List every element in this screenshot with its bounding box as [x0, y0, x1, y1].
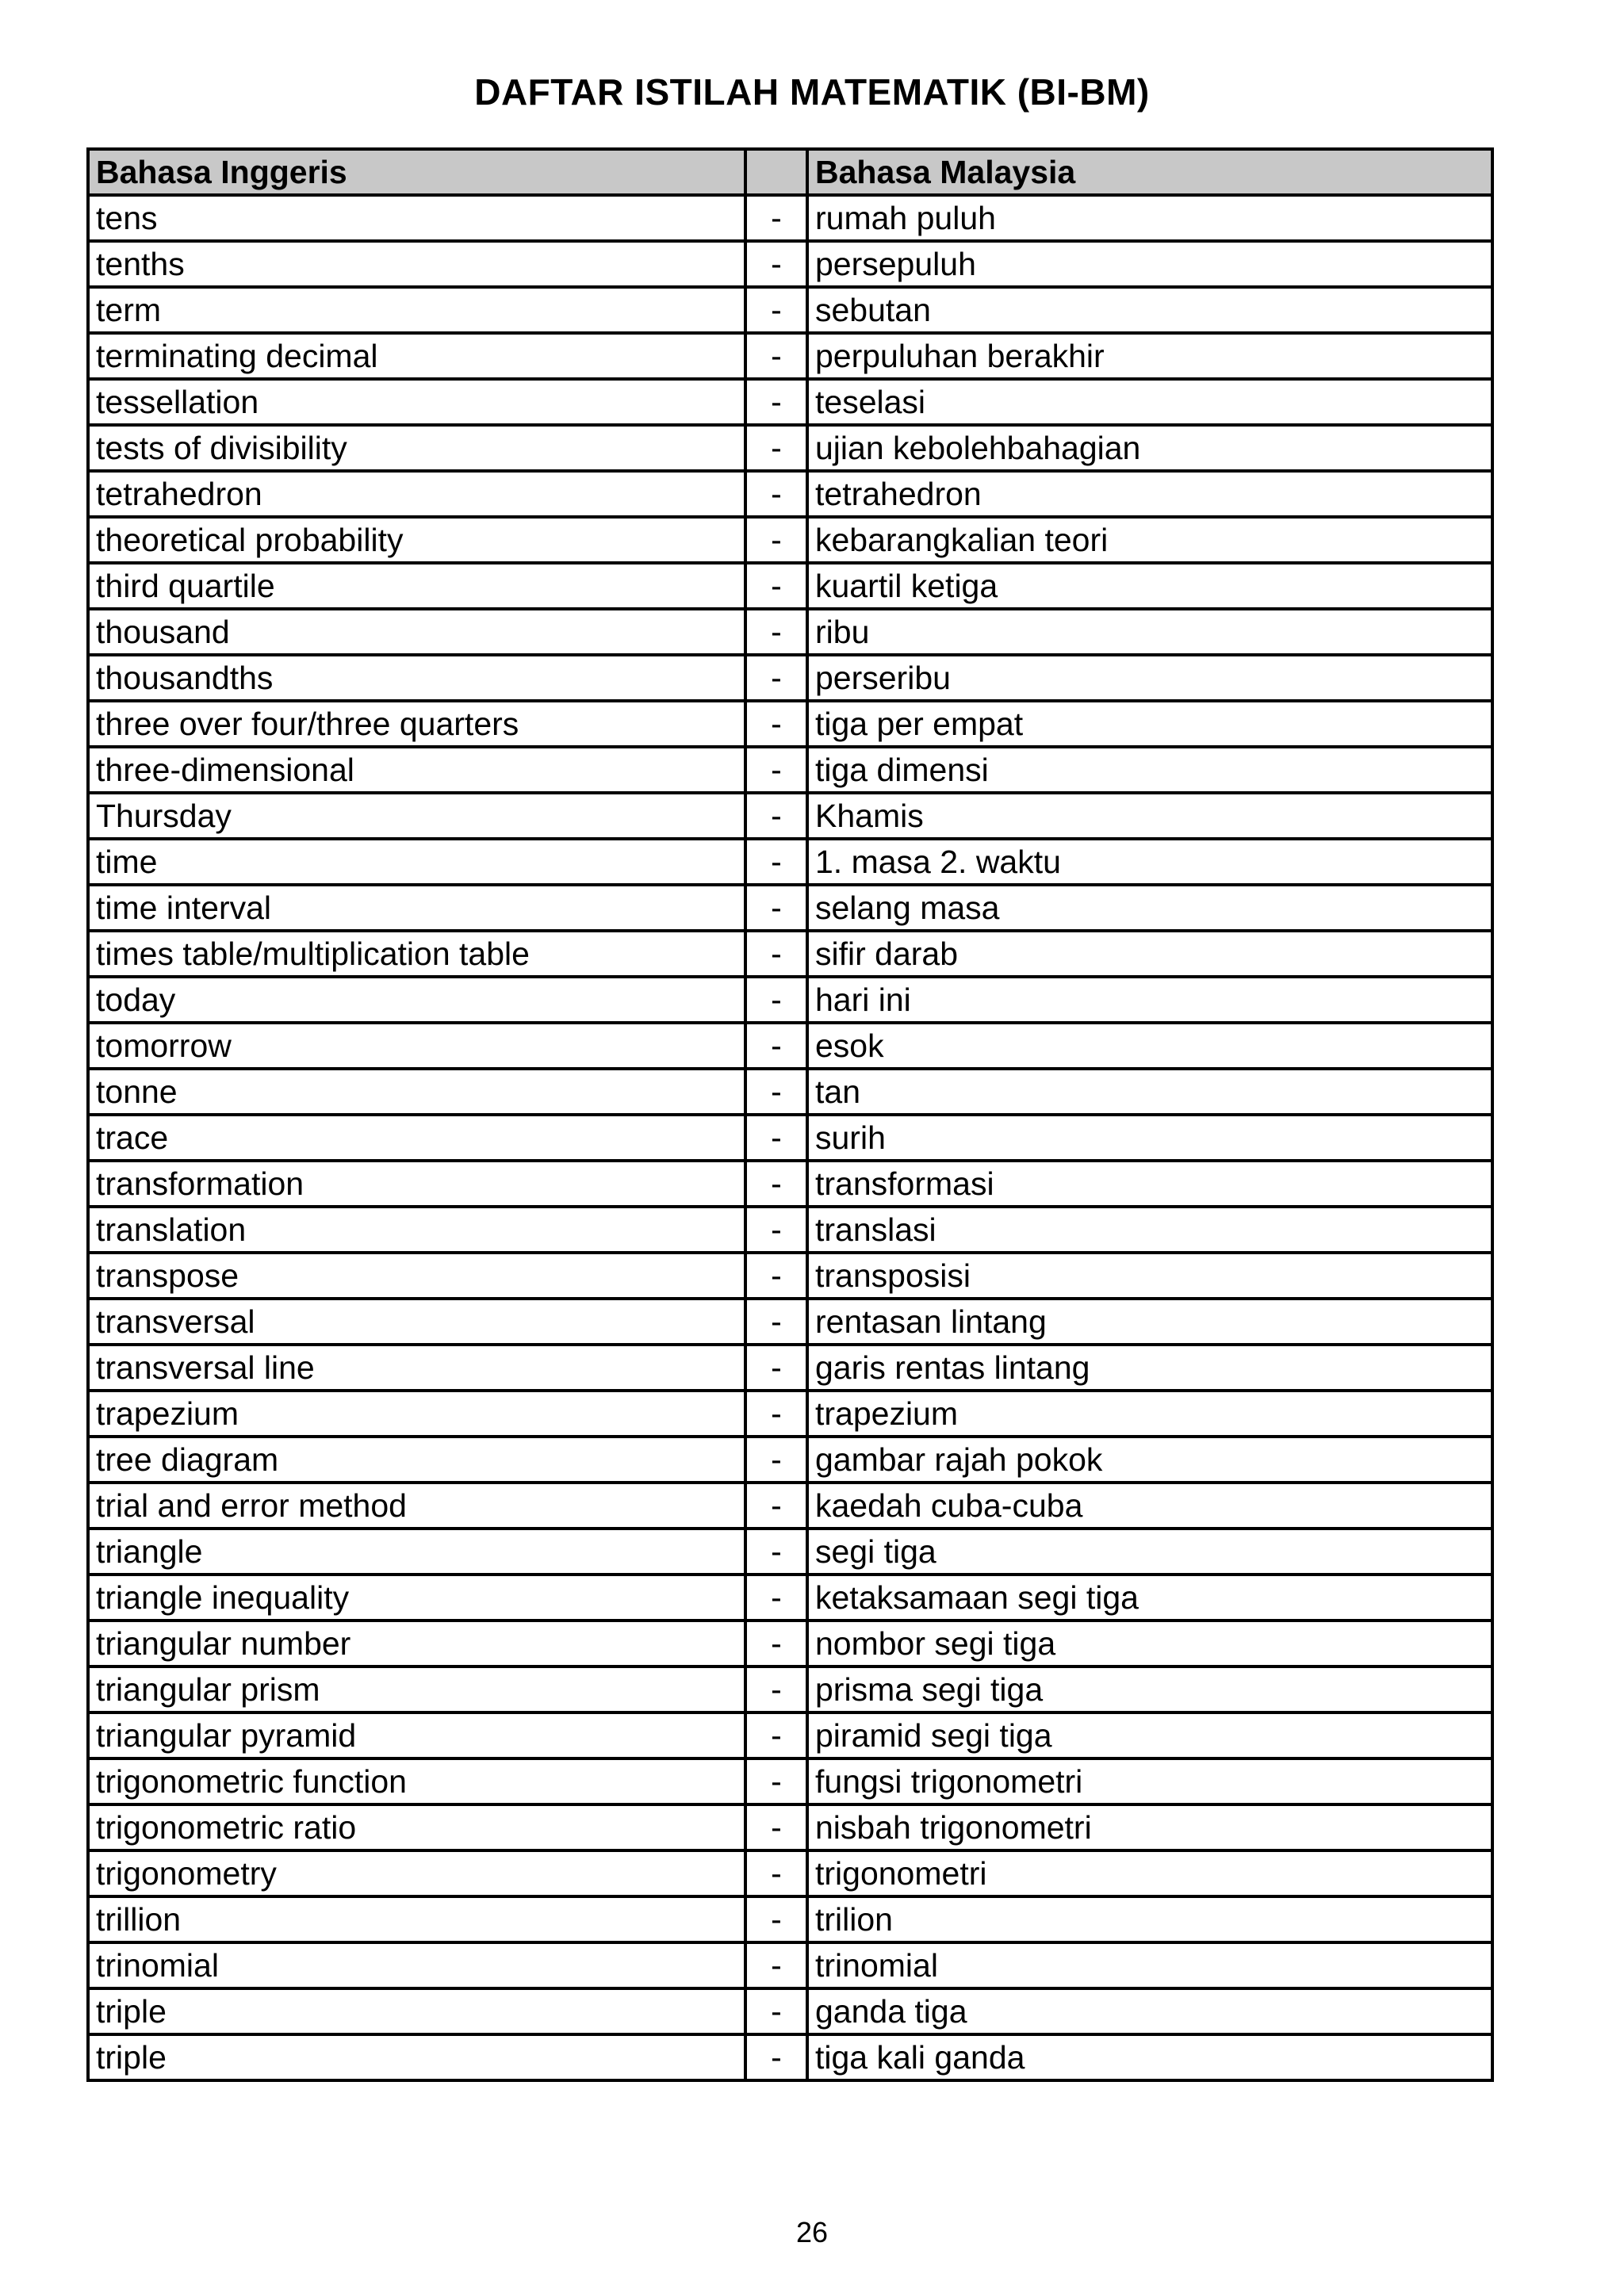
english-term: terminating decimal: [88, 333, 745, 379]
page-number: 26: [795, 2216, 829, 2248]
malay-term: ribu: [807, 609, 1492, 655]
separator-dash: -: [745, 1850, 807, 1896]
malay-term: teselasi: [807, 379, 1492, 425]
table-row: [88, 287, 1492, 333]
malay-term: tiga kali ganda: [807, 2034, 1492, 2080]
glossary-table: [86, 147, 1494, 2082]
separator-dash: -: [745, 379, 807, 425]
english-term: thousandths: [88, 655, 745, 701]
separator-dash: -: [745, 2034, 807, 2080]
malay-term: selang masa: [807, 885, 1492, 931]
separator-dash: -: [745, 1069, 807, 1115]
separator-dash: -: [745, 333, 807, 379]
separator-dash: -: [745, 1988, 807, 2034]
english-term: tests of divisibility: [88, 425, 745, 471]
malay-term: piramid segi tiga: [807, 1712, 1492, 1758]
separator-dash: -: [745, 1437, 807, 1483]
malay-term: transformasi: [807, 1161, 1492, 1207]
english-term: tomorrow: [88, 1023, 745, 1069]
malay-term: transposisi: [807, 1253, 1492, 1299]
english-term: trigonometric function: [88, 1758, 745, 1804]
separator-dash: -: [745, 1804, 807, 1850]
separator-dash: -: [745, 609, 807, 655]
table-row: [88, 747, 1492, 793]
english-term: three over four/three quarters: [88, 701, 745, 747]
separator-dash: -: [745, 1391, 807, 1437]
separator-dash: -: [745, 793, 807, 839]
table-row: [88, 241, 1492, 287]
table-row: [88, 1023, 1492, 1069]
malay-term: nisbah trigonometri: [807, 1804, 1492, 1850]
table-row: [88, 471, 1492, 517]
separator-dash: -: [745, 1207, 807, 1253]
malay-term: sebutan: [807, 287, 1492, 333]
table-row: [88, 1575, 1492, 1621]
english-term: tonne: [88, 1069, 745, 1115]
table-row: [88, 1345, 1492, 1391]
english-term: triple: [88, 2034, 745, 2080]
table-row: [88, 1299, 1492, 1345]
english-term: triangle: [88, 1529, 745, 1575]
english-term: three-dimensional: [88, 747, 745, 793]
table-row: [88, 1115, 1492, 1161]
english-term: tree diagram: [88, 1437, 745, 1483]
separator-dash: -: [745, 1299, 807, 1345]
separator-dash: -: [745, 1161, 807, 1207]
english-term: tetrahedron: [88, 471, 745, 517]
english-term: term: [88, 287, 745, 333]
header-malay: Bahasa Malaysia: [807, 149, 1492, 195]
malay-term: tetrahedron: [807, 471, 1492, 517]
separator-dash: -: [745, 1253, 807, 1299]
english-term: trinomial: [88, 1942, 745, 1988]
malay-term: rentasan lintang: [807, 1299, 1492, 1345]
malay-term: perpuluhan berakhir: [807, 333, 1492, 379]
separator-dash: -: [745, 1023, 807, 1069]
separator-dash: -: [745, 241, 807, 287]
separator-dash: -: [745, 701, 807, 747]
malay-term: trapezium: [807, 1391, 1492, 1437]
table-row: [88, 977, 1492, 1023]
english-term: trial and error method: [88, 1483, 745, 1529]
separator-dash: -: [745, 839, 807, 885]
separator-dash: -: [745, 1942, 807, 1988]
table-row: [88, 701, 1492, 747]
table-row: [88, 379, 1492, 425]
english-term: times table/multiplication table: [88, 931, 745, 977]
english-term: tessellation: [88, 379, 745, 425]
malay-term: persepuluh: [807, 241, 1492, 287]
table-row: [88, 1804, 1492, 1850]
english-term: triangular prism: [88, 1667, 745, 1712]
english-term: Thursday: [88, 793, 745, 839]
separator-dash: -: [745, 885, 807, 931]
malay-term: rumah puluh: [807, 195, 1492, 241]
table-row: [88, 885, 1492, 931]
separator-dash: -: [745, 1621, 807, 1667]
table-row: [88, 609, 1492, 655]
malay-term: fungsi trigonometri: [807, 1758, 1492, 1804]
separator-dash: -: [745, 977, 807, 1023]
malay-term: garis rentas lintang: [807, 1345, 1492, 1391]
malay-term: esok: [807, 1023, 1492, 1069]
table-row: [88, 1850, 1492, 1896]
english-term: tens: [88, 195, 745, 241]
glossary-body: [88, 195, 1492, 2080]
english-term: time interval: [88, 885, 745, 931]
separator-dash: -: [745, 517, 807, 563]
separator-dash: -: [745, 1575, 807, 1621]
separator-dash: -: [745, 1896, 807, 1942]
separator-dash: -: [745, 563, 807, 609]
english-term: triangle inequality: [88, 1575, 745, 1621]
table-row: [88, 333, 1492, 379]
english-term: translation: [88, 1207, 745, 1253]
malay-term: trinomial: [807, 1942, 1492, 1988]
separator-dash: -: [745, 471, 807, 517]
table-row: [88, 2034, 1492, 2080]
malay-term: 1. masa 2. waktu: [807, 839, 1492, 885]
english-term: trigonometry: [88, 1850, 745, 1896]
malay-term: kebarangkalian teori: [807, 517, 1492, 563]
english-term: triangular number: [88, 1621, 745, 1667]
separator-dash: -: [745, 195, 807, 241]
english-term: thousand: [88, 609, 745, 655]
table-row: [88, 1483, 1492, 1529]
table-row: [88, 425, 1492, 471]
table-row: [88, 793, 1492, 839]
english-term: transformation: [88, 1161, 745, 1207]
table-row: [88, 1667, 1492, 1712]
table-row: [88, 1942, 1492, 1988]
header-separator: [745, 149, 807, 195]
table-row: [88, 563, 1492, 609]
english-term: trillion: [88, 1896, 745, 1942]
separator-dash: -: [745, 1345, 807, 1391]
separator-dash: -: [745, 1115, 807, 1161]
english-term: today: [88, 977, 745, 1023]
malay-term: trilion: [807, 1896, 1492, 1942]
table-row: [88, 1069, 1492, 1115]
table-header-row: [88, 149, 1492, 195]
malay-term: segi tiga: [807, 1529, 1492, 1575]
english-term: trace: [88, 1115, 745, 1161]
malay-term: trigonometri: [807, 1850, 1492, 1896]
malay-term: nombor segi tiga: [807, 1621, 1492, 1667]
table-row: [88, 1253, 1492, 1299]
table-row: [88, 1758, 1492, 1804]
separator-dash: -: [745, 1529, 807, 1575]
english-term: triple: [88, 1988, 745, 2034]
table-row: [88, 195, 1492, 241]
separator-dash: -: [745, 655, 807, 701]
separator-dash: -: [745, 425, 807, 471]
table-row: [88, 931, 1492, 977]
malay-term: surih: [807, 1115, 1492, 1161]
table-row: [88, 1988, 1492, 2034]
page-title: DAFTAR ISTILAH MATEMATIK (BI-BM): [474, 71, 1150, 113]
table-row: [88, 655, 1492, 701]
header-english: Bahasa Inggeris: [88, 149, 745, 195]
malay-term: ketaksamaan segi tiga: [807, 1575, 1492, 1621]
table-row: [88, 1437, 1492, 1483]
english-term: triangular pyramid: [88, 1712, 745, 1758]
english-term: tenths: [88, 241, 745, 287]
malay-term: gambar rajah pokok: [807, 1437, 1492, 1483]
malay-term: prisma segi tiga: [807, 1667, 1492, 1712]
separator-dash: -: [745, 1667, 807, 1712]
english-term: theoretical probability: [88, 517, 745, 563]
malay-term: translasi: [807, 1207, 1492, 1253]
separator-dash: -: [745, 1758, 807, 1804]
table-row: [88, 1391, 1492, 1437]
separator-dash: -: [745, 747, 807, 793]
english-term: transversal line: [88, 1345, 745, 1391]
english-term: time: [88, 839, 745, 885]
malay-term: ujian kebolehbahagian: [807, 425, 1492, 471]
english-term: transpose: [88, 1253, 745, 1299]
separator-dash: -: [745, 931, 807, 977]
malay-term: Khamis: [807, 793, 1492, 839]
table-row: [88, 1529, 1492, 1575]
malay-term: kaedah cuba-cuba: [807, 1483, 1492, 1529]
malay-term: perseribu: [807, 655, 1492, 701]
english-term: trapezium: [88, 1391, 745, 1437]
table-row: [88, 1712, 1492, 1758]
malay-term: sifir darab: [807, 931, 1492, 977]
table-row: [88, 839, 1492, 885]
table-row: [88, 1207, 1492, 1253]
malay-term: kuartil ketiga: [807, 563, 1492, 609]
table-row: [88, 1161, 1492, 1207]
malay-term: tiga per empat: [807, 701, 1492, 747]
table-row: [88, 1621, 1492, 1667]
malay-term: tiga dimensi: [807, 747, 1492, 793]
english-term: trigonometric ratio: [88, 1804, 745, 1850]
english-term: third quartile: [88, 563, 745, 609]
separator-dash: -: [745, 1483, 807, 1529]
separator-dash: -: [745, 1712, 807, 1758]
malay-term: tan: [807, 1069, 1492, 1115]
malay-term: ganda tiga: [807, 1988, 1492, 2034]
english-term: transversal: [88, 1299, 745, 1345]
table-row: [88, 517, 1492, 563]
separator-dash: -: [745, 287, 807, 333]
table-row: [88, 1896, 1492, 1942]
malay-term: hari ini: [807, 977, 1492, 1023]
